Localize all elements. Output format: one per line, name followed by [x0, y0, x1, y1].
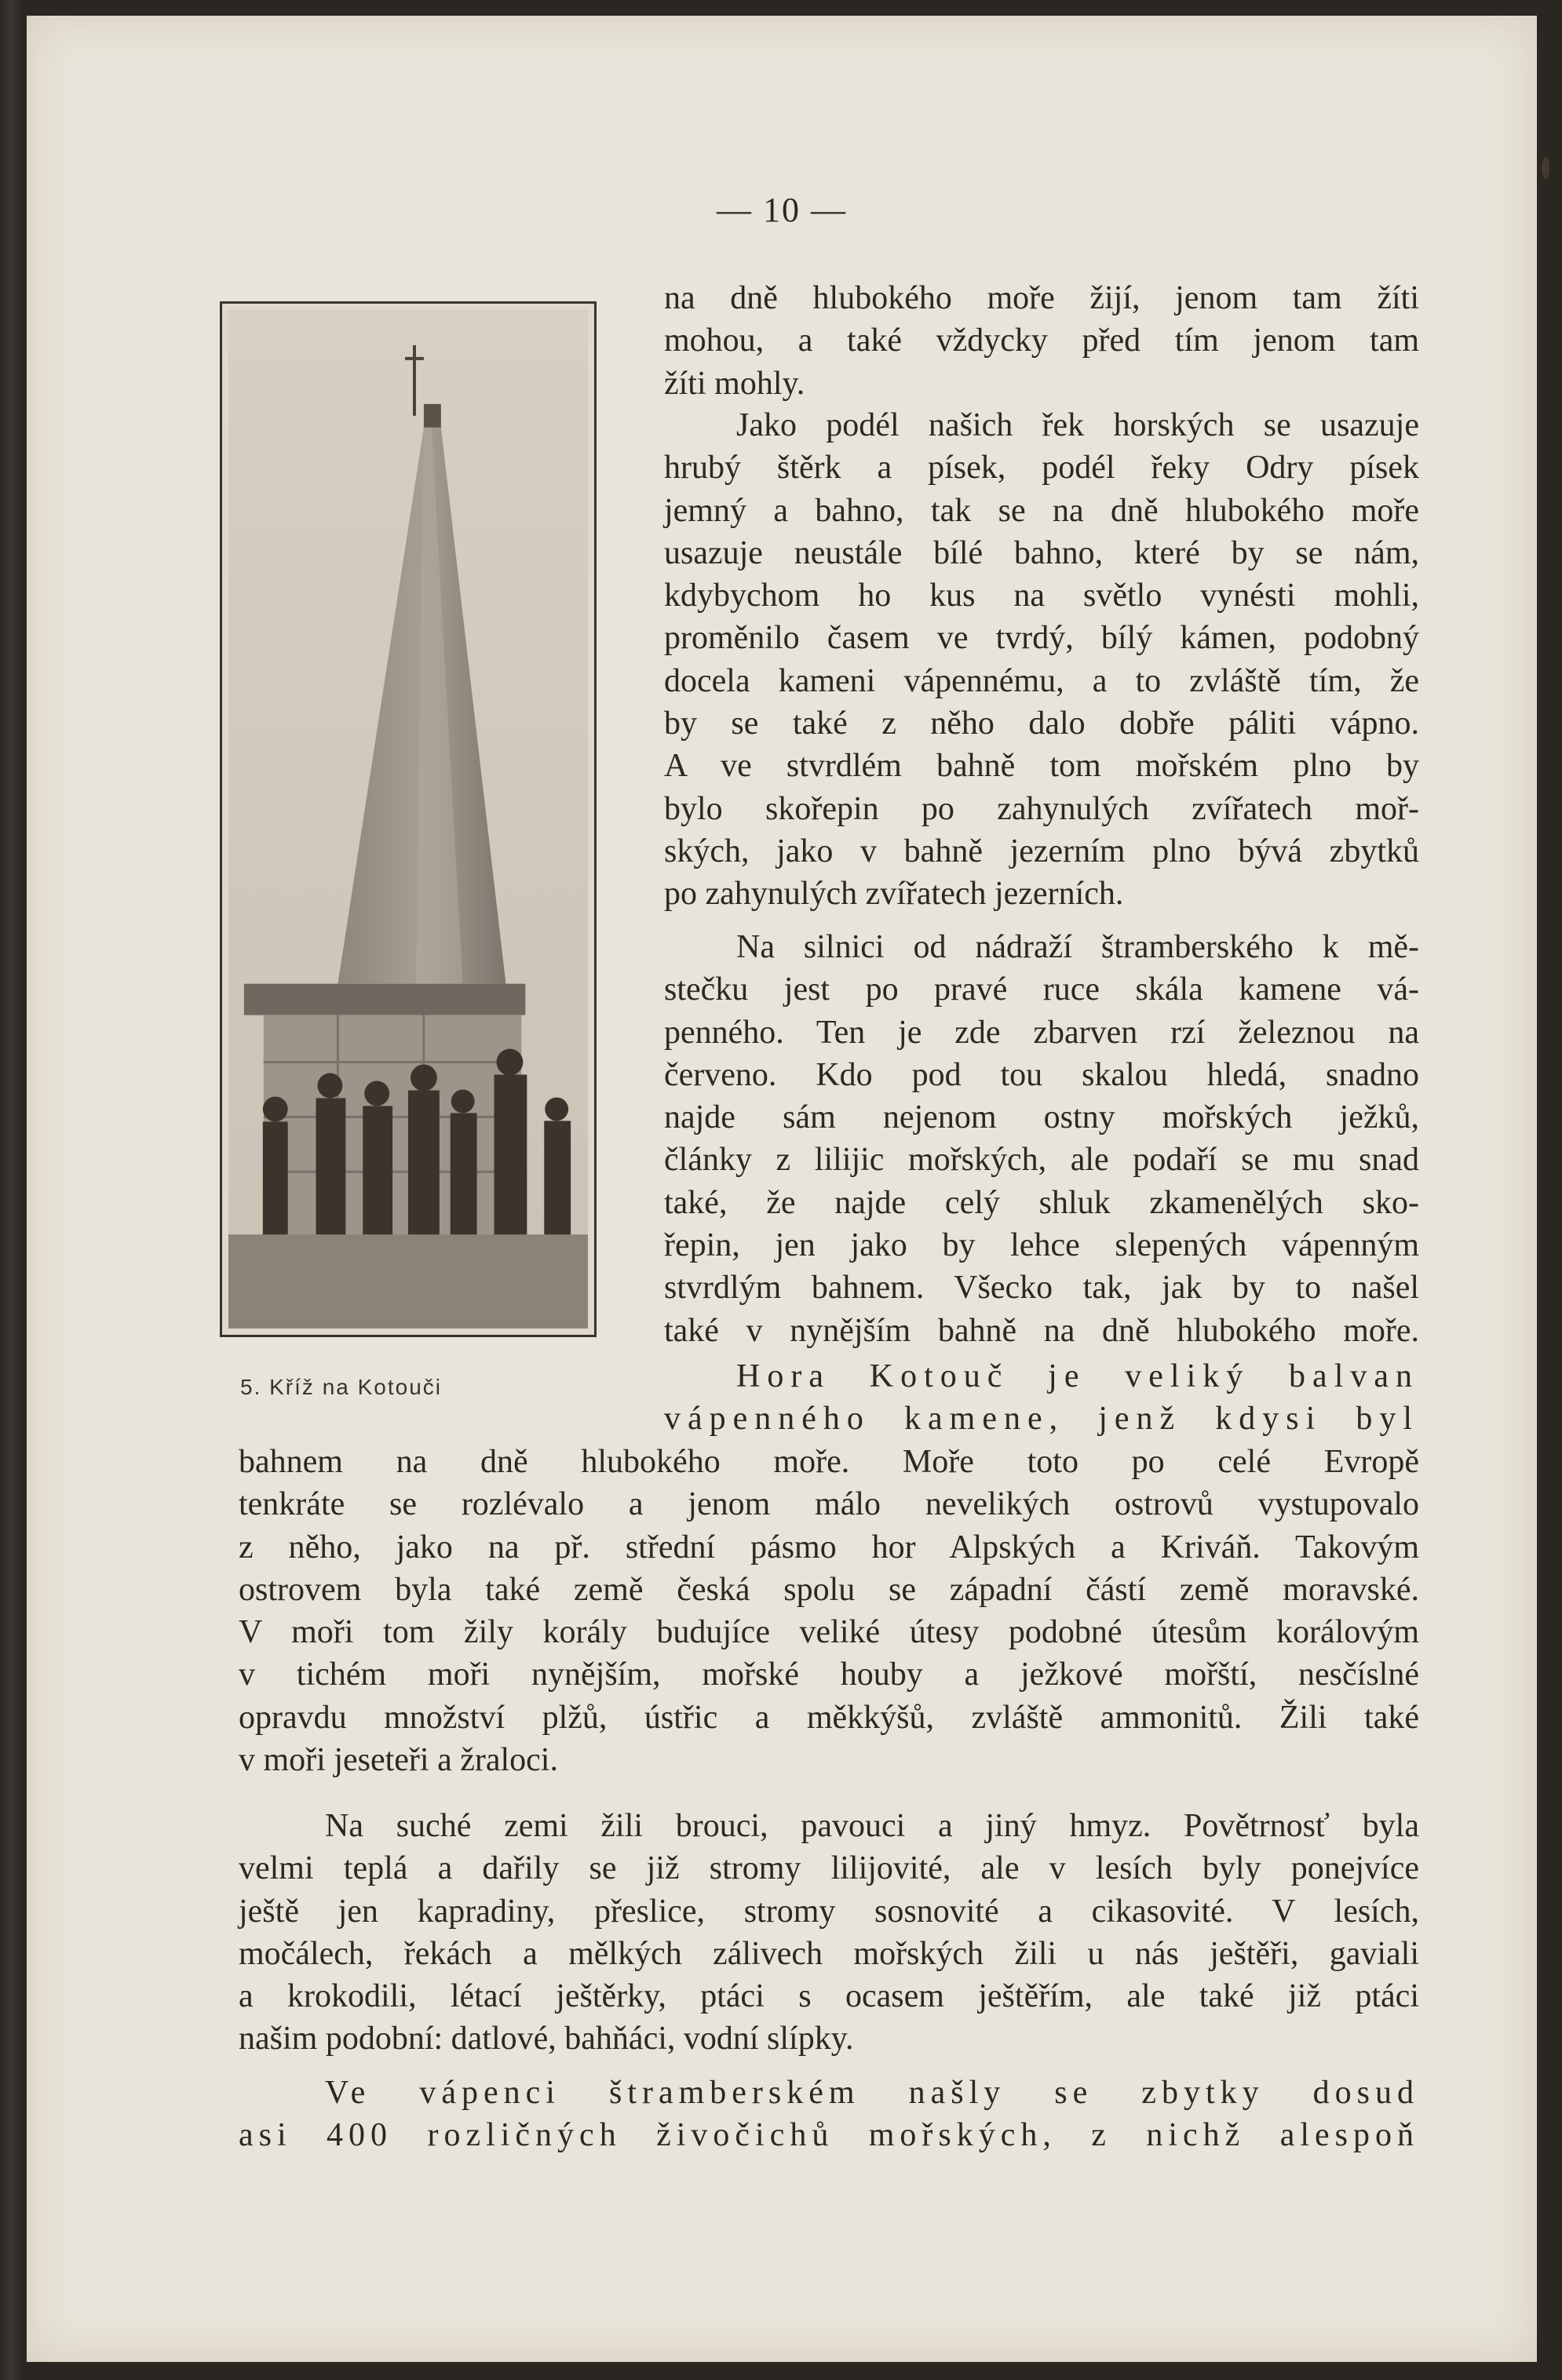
text-line: penného. Ten je zde zbarven rzí železnou na — [664, 1014, 1419, 1051]
text-line: Jako podél našich řek horských se usazuje — [736, 407, 1419, 443]
text-line: tenkráte se rozlévalo a jenom málo nevelikých ostrovů vystupovalo — [239, 1486, 1419, 1523]
figure-photo — [220, 301, 597, 1337]
text-line: velmi teplá a dařily se již stromy lilijovité, ale v lesích byly ponejvíce — [239, 1850, 1419, 1887]
paragraph-5 — [239, 1805, 1419, 2061]
text-line: usazuje neustále bílé bahno, které by se nám, — [664, 534, 1419, 571]
text-line: asi 400 rozličných živočichů mořských, z nichž alespoň — [239, 2117, 1419, 2154]
text-line: Na silnici od nádraží štramberského k mě- — [736, 929, 1419, 965]
text-line: Na suché zemi žili brouci, pavouci a jiný hmyz. Povětrnosť byla — [325, 1808, 1419, 1844]
text-line: mohou, a také vždycky před tím jenom tam — [664, 323, 1419, 359]
text-line: najde sám nejenom ostny mořských ježků, — [664, 1099, 1419, 1136]
text-line: v tichém moři nynějším, mořské houby a ježkové mořští, nesčíslné — [239, 1657, 1419, 1693]
text-line: v moři jeseteři a žraloci. — [239, 1742, 558, 1779]
text-line: V moři tom žily korály budujíce veliké útesy podobné útesům korálovým — [239, 1614, 1419, 1651]
page-stain — [1542, 157, 1549, 179]
cross-icon — [413, 345, 416, 416]
text-line: ských, jako v bahně jezerním plno bývá zbytků — [664, 833, 1419, 869]
text-line: Ve vápenci štramberském našly se zbytky dosud — [325, 2075, 1419, 2111]
text-line: by se také z něho dalo dobře páliti vápno. — [664, 705, 1419, 742]
text-line: červeno. Kdo pod tou skalou hledá, snadno — [664, 1056, 1419, 1093]
paragraph-4 — [239, 1441, 1419, 1781]
paragraph-4-column — [664, 1355, 1419, 1441]
text-line: stečku jest po pravé ruce skála kamene vá- — [664, 971, 1419, 1008]
text-line: bahnem na dně hlubokého moře. Moře toto po celé Evropě — [239, 1444, 1419, 1480]
text-line: vápenného kamene, jenž kdysi byl — [664, 1401, 1419, 1438]
paragraph-2 — [664, 404, 1419, 916]
text-line: opravdu množství plžů, ústřic a měkkýšů, zvláště ammonitů. Žili také — [239, 1699, 1419, 1736]
text-line: A ve stvrdlém bahně tom mořském plno by — [664, 748, 1419, 785]
paragraph-3 — [664, 926, 1419, 1352]
figure-caption: 5. Kříž na Kotouči — [240, 1375, 443, 1399]
text-line: našim podobní: datlové, bahňáci, vodní slípky. — [239, 2021, 854, 2057]
text-line: po zahynulých zvířatech jezerních. — [664, 876, 1124, 913]
text-line: docela kameni vápennému, a to zvláště tím, že — [664, 662, 1419, 699]
page-number: — 10 — — [717, 191, 847, 229]
text-line: ostrovem byla také země česká spolu se západní částí země moravské. — [239, 1571, 1419, 1608]
cross-monument-photo — [228, 310, 588, 1328]
text-line: a krokodili, létací ještěrky, ptáci s ocasem ještěřím, ale také již ptáci — [239, 1978, 1419, 2015]
text-line: řepin, jen jako by lehce slepených vápenným — [664, 1227, 1419, 1264]
paragraph-6 — [239, 2072, 1419, 2157]
text-line: na dně hlubokého moře žijí, jenom tam žíti — [664, 280, 1419, 316]
text-line: proměnilo časem ve tvrdý, bílý kámen, podobný — [664, 620, 1419, 657]
text-line: z něho, jako na př. střední pásmo hor Alpských a Kriváň. Takovým — [239, 1529, 1419, 1565]
text-line: ještě jen kapradiny, přeslice, stromy sosnovité a cikasovité. V lesích, — [239, 1893, 1419, 1930]
text-line: hrubý štěrk a písek, podél řeky Odry písek — [664, 450, 1419, 487]
text-line: bylo skořepin po zahynulých zvířatech moř- — [664, 790, 1419, 827]
text-line: močálech, řekách a mělkých zálivech mořských žili u nás ještěři, gaviali — [239, 1935, 1419, 1972]
text-line: články z lilijic mořských, ale podaří se mu snad — [664, 1142, 1419, 1179]
text-line: kdybychom ho kus na světlo vynésti mohli, — [664, 578, 1419, 614]
book-page — [27, 16, 1537, 2362]
text-line: také, že najde celý shluk zkamenělých sko- — [664, 1184, 1419, 1221]
text-line: žíti mohly. — [664, 365, 805, 402]
paragraph-1 — [664, 277, 1419, 405]
text-line: Hora Kotouč je veliký balvan — [736, 1358, 1419, 1394]
text-line: také v nynějším bahně na dně hlubokého moře. — [664, 1312, 1419, 1349]
text-line: stvrdlým bahnem. Všecko tak, jak by to našel — [664, 1270, 1419, 1307]
text-line: jemný a bahno, tak se na dně hlubokého moře — [664, 492, 1419, 529]
